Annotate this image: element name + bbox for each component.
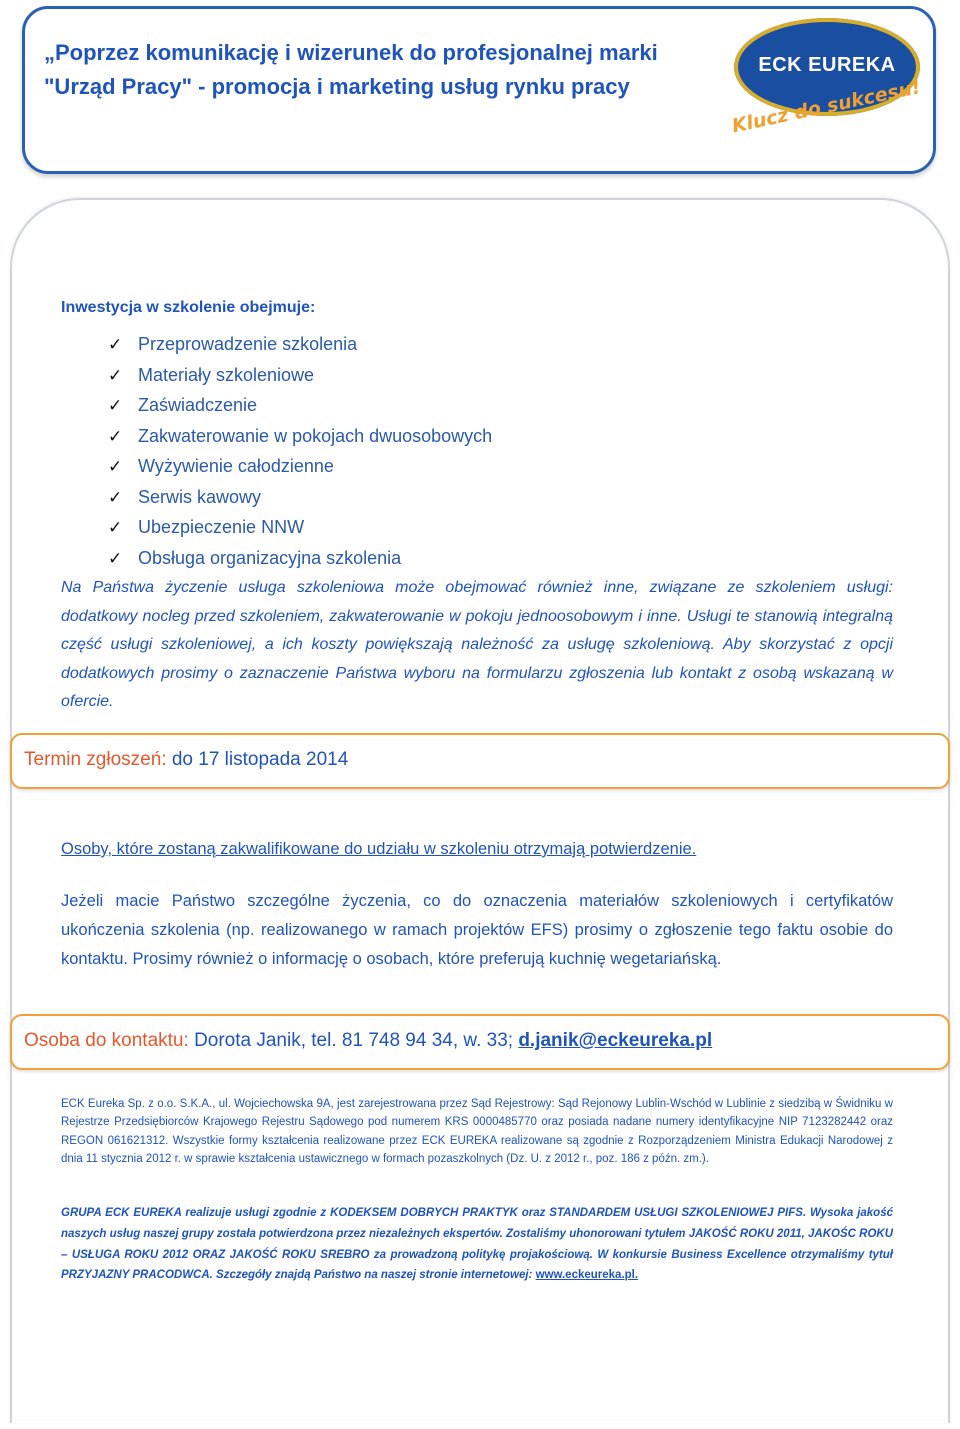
checkmark-icon: ✓ (108, 426, 123, 447)
checkmark-icon: ✓ (108, 548, 123, 569)
legal-notice: ECK Eureka Sp. z o.o. S.K.A., ul. Wojciechowska 9A, jest zarejestrowana przez Sąd Rejestrowy: Sąd Rejonowy Lublin-Wschód w Lublinie z siedzibą w Świdniku w Rejestrze Przedsiębiorców Krajowego Rejestru Sądowego pod numerem KRS 0000485770 oraz posiada nadane numery identyfikacyjne NIP 7123282442 oraz REGON 061621312. Wszystkie formy kształcenia realizowane przez ECK EUREKA realizowane są zgodnie z Rozporządzeniem Ministra Edukacji Narodowej z dnia 11 stycznia 2012 r. w sprawie kształcenia ustawicznego w formach pozaszkolnych (Dz. U. z 2012 r., poz. 186 z późn. zm.). (61, 1098, 893, 1166)
list-item: ✓ Obsługa organizacyjna szkolenia (108, 544, 492, 575)
investment-checklist (108, 330, 492, 574)
list-item: ✓ Materiały szkoleniowe (108, 361, 492, 392)
contact-email-link[interactable]: d.janik@eckeureka.pl (518, 1030, 713, 1051)
contact-value: Dorota Janik, tel. 81 748 94 34, w. 33; (194, 1030, 514, 1051)
checkmark-icon: ✓ (108, 457, 123, 477)
special-requests-paragraph: Jeżeli macie Państwo szczególne życzenia, co do oznaczenia materiałów szkoleniowych i certyfikatów ukończenia szkolenia (np. realizowanego w ramach projektów EFS) prosimy o zgłoszenie tego faktu osobie do kontaktu. Prosimy również o informację o osobach, które preferują kuchnię wegetariańską. (61, 892, 893, 968)
list-item: ✓ Zaświadczenie (108, 391, 492, 422)
list-item: ✓ Przeprowadzenie szkolenia (108, 330, 492, 361)
checkmark-icon: ✓ (108, 335, 123, 355)
slogan: Klucz do sukcesu! (730, 76, 923, 138)
website-link[interactable]: www.eckeureka.pl. (535, 1269, 639, 1282)
deadline-label: Termin zgłoszeń: (24, 749, 167, 770)
list-item: ✓ Zakwaterowanie w pokojach dwuosobowych (108, 422, 492, 453)
contact-box (10, 1014, 950, 1070)
contact-text (24, 1030, 712, 1052)
checkmark-icon: ✓ (108, 487, 123, 508)
investment-title: Inwestycja w szkolenie obejmuje: (61, 299, 316, 316)
checkmark-icon: ✓ (108, 365, 123, 386)
confirmation-note: Osoby, które zostaną zakwalifikowane do udziału w szkoleniu otrzymają potwierdzenie. (61, 840, 697, 858)
deadline-text (24, 749, 348, 771)
list-item: ✓ Ubezpieczenie NNW (108, 513, 492, 544)
group-quality-note: GRUPA ECK EUREKA realizuje usługi zgodnie z KODEKSEM DOBRYCH PRAKTYK oraz STANDARDEM USŁUGI SZKOLENIOWEJ PIFS. Wysoka jakość naszych usług naszej grupy została potwierdzona przez niezależnych ekspertów. Zostaliśmy uhonorowani tytułem JAKOŚĆ ROKU 2011, JAKOŚC ROKU – USŁUGA ROKU 2012 ORAZ JAKOŚĆ ROKU SREBRO za prowadzoną politykę projakościową. W konkursie Business Excellence otrzymaliśmy tytuł PRZYJAZNY PRACODWCA. Szczegóły znajdą Państwo na naszej stronie internetowej: www.eckeureka.pl. (61, 1207, 894, 1282)
page-title: „Poprzez komunikację i wizerunek do profesjonalnej marki "Urząd Pracy" - promocja i marketing usług rynku pracy (44, 40, 658, 99)
checkmark-icon: ✓ (108, 518, 123, 538)
list-item: ✓ Serwis kawowy (108, 483, 492, 514)
additional-options-note: Na Państwa życzenie usługa szkoleniowa może obejmować również inne, związane ze szkoleniem usługi: dodatkowy nocleg przed szkoleniem, zakwaterowanie w pokoju jednoosobowym i inne. Usługi te stanowią integralną część usługi szkoleniowej, a ich koszty powiększają należność za usługę szkoleniową. Aby skorzystać z opcji dodatkowych prosimy o zaznaczenie Państwa wyboru na formularzu zgłoszenia lub kontakt z osobą wskazaną w ofercie. (61, 579, 893, 711)
logo-text: ECK EUREKA (758, 54, 896, 76)
checkmark-icon: ✓ (108, 396, 123, 416)
deadline-box (10, 733, 950, 789)
list-item: ✓ Wyżywienie całodzienne (108, 452, 492, 483)
contact-label: Osoba do kontaktu: (24, 1030, 189, 1051)
deadline-value: do 17 listopada 2014 (171, 749, 349, 770)
